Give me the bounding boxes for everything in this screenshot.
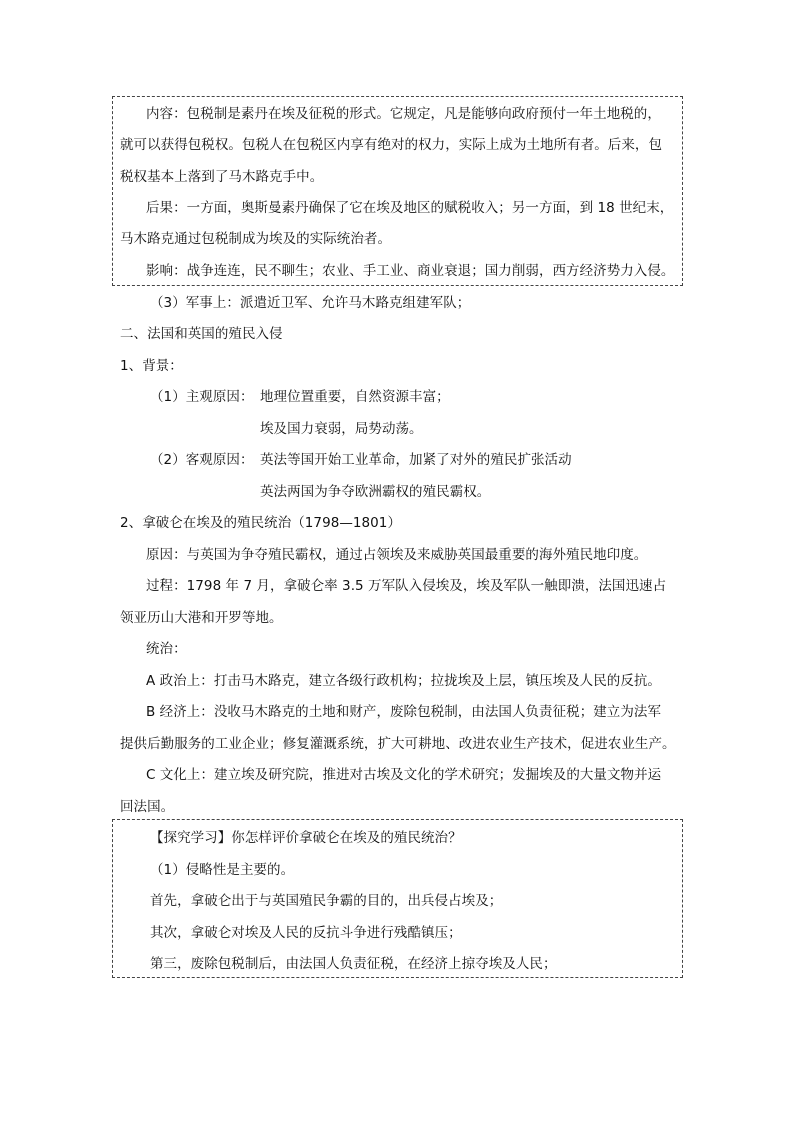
inquiry-title: 【探究学习】你怎样评价拿破仑在埃及的殖民统治？ xyxy=(150,830,462,846)
content-line-1: 内容：包税制是素丹在埃及征税的形式。它规定，凡是能够向政府预付一年土地税的， xyxy=(146,106,661,122)
subjective-label: （1）主观原因： xyxy=(150,389,254,405)
rule-c-line-2: 回法国。 xyxy=(120,799,175,815)
content-line-2: 就可以获得包税权。包税人在包税区内享有绝对的权力，实际上成为土地所有者。后来，包 xyxy=(120,137,662,153)
subjective-line-2: 埃及国力衰弱，局势动荡。 xyxy=(260,421,423,437)
rule-a-line: A 政治上：打击马木路克，建立各级行政机构；拉拢埃及上层，镇压埃及人民的反抗。 xyxy=(146,673,661,689)
objective-line-1: 英法等国开始工业革命，加紧了对外的殖民扩张活动 xyxy=(260,452,572,468)
objective-label: （2）客观原因： xyxy=(150,452,254,468)
napoleon-title: 2、拿破仑在埃及的殖民统治（1798—1801） xyxy=(120,515,402,531)
reason-line: 原因：与英国为争夺殖民霸权，通过占领埃及来威胁英国最重要的海外殖民地印度。 xyxy=(146,547,648,563)
rule-b-line-2: 提供后勤服务的工业企业；修复灌溉系统，扩大可耕地、改进农业生产技术，促进农业生产。 xyxy=(120,736,676,752)
background-title: 1、背景： xyxy=(120,358,183,374)
inquiry-first: 首先，拿破仑出于与英国殖民争霸的目的，出兵侵占埃及； xyxy=(150,893,503,909)
subjective-line-1: 地理位置重要，自然资源丰富； xyxy=(260,389,450,405)
section-title: 二、法国和英国的殖民入侵 xyxy=(120,326,283,342)
inquiry-second: 其次，拿破仑对埃及人民的反抗斗争进行残酷镇压； xyxy=(150,925,462,941)
excerpt-box-tax-system xyxy=(112,96,683,286)
inquiry-point-1: （1）侵略性是主要的。 xyxy=(150,862,295,878)
process-line-2: 领亚历山大港和开罗等地。 xyxy=(120,610,283,626)
military-line: （3）军事上：派遣近卫军、允许马木路克组建军队； xyxy=(150,295,471,311)
rule-b-line-1: B 经济上：没收马木路克的土地和财产，废除包税制，由法国人负责征税；建立为法军 xyxy=(146,704,662,720)
process-line-1: 过程：1798 年 7 月，拿破仑率 3.5 万军队入侵埃及，埃及军队一触即溃，法国迅速占 xyxy=(146,578,667,594)
result-line-1: 后果：一方面，奥斯曼素丹确保了它在埃及地区的赋税收入；另一方面，到 18 世纪末， xyxy=(146,200,674,216)
rule-c-line-1: C 文化上：建立埃及研究院，推进对古埃及文化的学术研究；发掘埃及的大量文物并运 xyxy=(146,767,662,783)
result-line-2: 马木路克通过包税制成为埃及的实际统治者。 xyxy=(120,231,391,247)
objective-line-2: 英法两国为争夺欧洲霸权的殖民霸权。 xyxy=(260,484,491,500)
content-line-3: 税权基本上落到了马木路克手中。 xyxy=(120,169,324,185)
impact-line: 影响：战争连连，民不聊生；农业、手工业、商业衰退；国力削弱，西方经济势力入侵。 xyxy=(146,263,675,279)
rule-title: 统治： xyxy=(146,641,187,657)
inquiry-third: 第三，废除包税制后，由法国人负责征税，在经济上掠夺埃及人民； xyxy=(150,956,557,972)
